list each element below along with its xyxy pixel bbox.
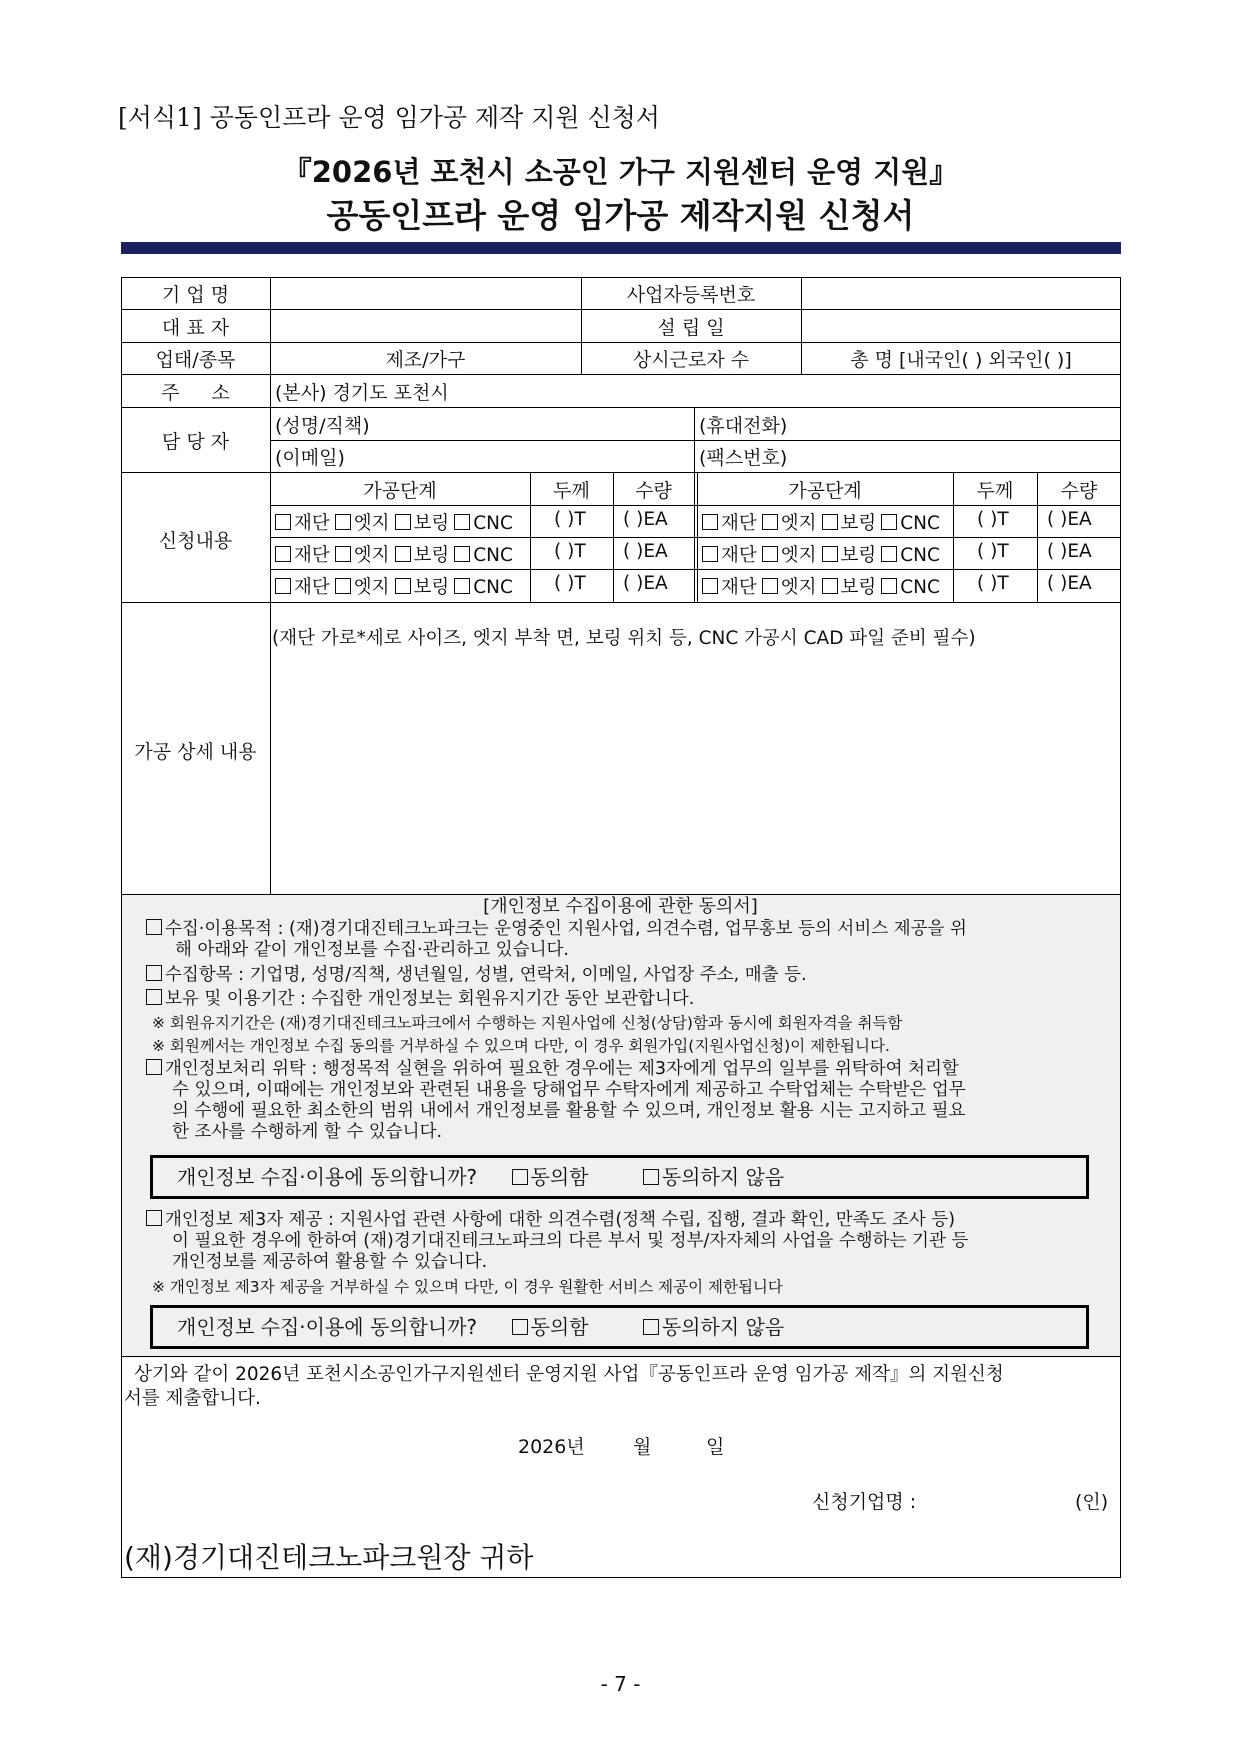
thickness-input-right-row1[interactable]: ( )T [977, 509, 1009, 530]
statement-line-2: 서를 제출합니다. [124, 1388, 261, 1409]
cut-checkbox[interactable] [275, 578, 291, 594]
edge-checkbox[interactable] [762, 514, 778, 530]
quantity-input-left-row1[interactable]: ( )EA [623, 509, 668, 530]
boring-label: 보링 [413, 545, 450, 566]
thickness-input-left-row2[interactable]: ( )T [554, 541, 586, 562]
cut-checkbox[interactable] [702, 578, 718, 594]
entrust-checkbox[interactable] [146, 1059, 162, 1075]
edge-checkbox[interactable] [335, 546, 351, 562]
items-checkbox[interactable] [146, 965, 162, 981]
cnc-label: CNC [900, 545, 940, 566]
consent-entrust-4: 한 조사를 수행하게 할 수 있습니다. [172, 1122, 443, 1142]
boring-label: 보링 [840, 545, 877, 566]
thickness-input-right-row2[interactable]: ( )T [977, 541, 1009, 562]
cut-checkbox[interactable] [702, 514, 718, 530]
founded-date-field[interactable] [803, 312, 1119, 340]
quantity-input-left-row2[interactable]: ( )EA [623, 541, 668, 562]
stage-options-left-row2 [275, 541, 513, 567]
detail-input-area[interactable] [272, 650, 1118, 890]
consent-entrust-3: 의 수행에 필요한 최소한의 범위 내에서 개인정보를 활용할 수 있으며, 개인정보 활용 시는 고지하고 필요 [172, 1101, 966, 1121]
edge-checkbox[interactable] [762, 546, 778, 562]
consent-note-2: ※ 회원께서는 개인정보 수집 동의를 거부하실 수 있으며 다만, 이 경우 회원가입(지원사업신청)이 제한됩니다. [152, 1037, 890, 1055]
stage-options-left-row3 [275, 573, 513, 599]
date-day[interactable]: 일 [706, 1436, 725, 1458]
consent-note-1: ※ 회원유지기간은 (재)경기대진테크노파크에서 수행하는 지원사업에 신청(상담)함과 동시에 회원자격을 취득함 [152, 1014, 903, 1032]
cnc-checkbox[interactable] [881, 578, 897, 594]
detail-label: 가공 상세 내용 [134, 741, 257, 763]
boring-label: 보링 [413, 577, 450, 598]
addressee: (재)경기대진테크노파크원장 귀하 [124, 1541, 534, 1574]
consent-question-1: 개인정보 수집·이용에 동의합니까? [177, 1165, 478, 1189]
cnc-label: CNC [900, 513, 940, 534]
edge-label: 엣지 [353, 577, 390, 598]
ceo-field[interactable] [272, 312, 580, 340]
title-line2: 공동인프라 운영 임가공 제작지원 신청서 [326, 196, 915, 235]
boring-checkbox[interactable] [395, 514, 411, 530]
contact-label: 담 당 자 [161, 431, 230, 453]
boring-checkbox[interactable] [395, 546, 411, 562]
contact-email-field[interactable]: (이메일) [275, 447, 345, 469]
edge-checkbox[interactable] [335, 514, 351, 530]
industry-label: 업태/종목 [155, 349, 236, 371]
cut-checkbox[interactable] [275, 514, 291, 530]
consent-entrust-1: 개인정보처리 위탁 : 행정목적 실현을 위하여 필요한 경우에는 제3자에게 업무의 일부를 위탁하여 처리할 [165, 1059, 959, 1079]
boring-checkbox[interactable] [822, 578, 838, 594]
biz-reg-no-label: 사업자등록번호 [626, 284, 756, 306]
address-value[interactable]: (본사) 경기도 포천시 [275, 382, 449, 404]
boring-checkbox[interactable] [822, 546, 838, 562]
thickness-header-right: 두께 [976, 480, 1014, 502]
edge-label: 엣지 [353, 545, 390, 566]
seal-mark: (인) [1075, 1491, 1109, 1513]
cut-checkbox[interactable] [702, 546, 718, 562]
third-party-checkbox[interactable] [146, 1210, 162, 1226]
disagree-option-2[interactable]: 동의하지 않음 [643, 1315, 784, 1339]
boring-label: 보링 [413, 513, 450, 534]
retention-checkbox[interactable] [146, 989, 162, 1005]
edge-label: 엣지 [780, 545, 817, 566]
agree-checkbox-1[interactable] [512, 1169, 528, 1185]
detail-hint: (재단 가로*세로 사이즈, 엣지 부착 면, 보링 위치 등, CNC 가공시 CAD 파일 준비 필수) [272, 628, 976, 649]
stage-options-right-row1 [702, 509, 940, 535]
cnc-checkbox[interactable] [881, 546, 897, 562]
edge-checkbox[interactable] [762, 578, 778, 594]
agree-option-1[interactable]: 동의함 [512, 1165, 589, 1189]
boring-label: 보링 [840, 577, 877, 598]
apply-content-label: 신청내용 [158, 530, 233, 552]
title-line1: 『2026년 포천시 소공인 가구 지원센터 운영 지원』 [282, 155, 959, 189]
consent-third-3: 개인정보를 제공하여 활용할 수 있습니다. [172, 1252, 488, 1272]
cut-label: 재단 [294, 513, 330, 534]
address-label: 주 소 [161, 382, 230, 404]
disagree-checkbox-2[interactable] [643, 1319, 659, 1335]
quantity-input-right-row3[interactable]: ( )EA [1047, 573, 1092, 594]
consent-purpose-2: 해 아래와 같이 개인정보를 수집·관리하고 있습니다. [175, 940, 569, 960]
cnc-label: CNC [473, 545, 513, 566]
contact-name-field[interactable]: (성명/직책) [275, 415, 370, 437]
consent-entrust-2: 수 있으며, 이때에는 개인정보와 관련된 내용을 당해업무 수탁자에게 제공하고 수탁업체는 수탁받은 업무 [172, 1080, 966, 1100]
applicant-company-label: 신청기업명 : [812, 1491, 917, 1513]
cnc-checkbox[interactable] [881, 514, 897, 530]
quantity-input-right-row1[interactable]: ( )EA [1047, 509, 1092, 530]
cut-label: 재단 [721, 545, 757, 566]
stage-options-left-row1 [275, 509, 513, 535]
boring-label: 보링 [840, 513, 877, 534]
quantity-header-left: 수량 [635, 480, 672, 502]
company-name-label: 기 업 명 [161, 284, 230, 306]
edge-label: 엣지 [353, 513, 390, 534]
quantity-input-right-row2[interactable]: ( )EA [1047, 541, 1092, 562]
company-name-field[interactable] [272, 280, 580, 308]
cut-label: 재단 [721, 513, 757, 534]
biz-reg-no-field[interactable] [803, 280, 1119, 308]
consent-items: 수집항목 : 기업명, 성명/직책, 생년월일, 성별, 연락처, 이메일, 사업장 주소, 매출 등. [165, 965, 807, 985]
boring-checkbox[interactable] [395, 578, 411, 594]
edge-label: 엣지 [780, 513, 817, 534]
ceo-label: 대 표 자 [161, 317, 230, 339]
cnc-label: CNC [900, 577, 940, 598]
consent-note-3: ※ 개인정보 제3자 제공을 거부하실 수 있으며 다만, 이 경우 원활한 서비스 제공이 제한됩니다 [152, 1278, 783, 1296]
stage-options-right-row2 [702, 541, 940, 567]
thickness-header-left: 두께 [553, 480, 590, 502]
cnc-checkbox[interactable] [454, 546, 470, 562]
cut-label: 재단 [294, 545, 330, 566]
stage-header-left: 가공단계 [363, 480, 437, 502]
quantity-header-right: 수량 [1060, 480, 1098, 502]
edge-checkbox[interactable] [335, 578, 351, 594]
cut-checkbox[interactable] [275, 546, 291, 562]
disagree-option-1[interactable]: 동의하지 않음 [643, 1165, 784, 1189]
consent-purpose-1: 수집·이용목적 : (재)경기대진테크노파크는 운영중인 지원사업, 의견수렴, 업무홍보 등의 서비스 제공을 위 [165, 919, 967, 939]
cnc-label: CNC [473, 577, 513, 598]
disagree-checkbox-1[interactable] [643, 1169, 659, 1185]
cnc-checkbox[interactable] [454, 578, 470, 594]
thickness-input-right-row3[interactable]: ( )T [977, 573, 1009, 594]
consent-third-2: 이 필요한 경우에 한하여 (재)경기대진테크노파크의 다른 부서 및 정부/자자체의 사업을 수행하는 기관 등 [172, 1231, 969, 1251]
title-rule [121, 242, 1121, 254]
cnc-checkbox[interactable] [454, 514, 470, 530]
statement-line-1: 상기와 같이 2026년 포천시소공인가구지원센터 운영지원 사업『공동인프라 운영 임가공 제작』의 지원신청 [134, 1364, 1004, 1385]
cut-label: 재단 [294, 577, 330, 598]
date-year[interactable]: 2026년 [518, 1436, 585, 1458]
consent-title: [개인정보 수집이용에 관한 동의서] [483, 896, 758, 917]
workers-value[interactable]: 총 명 [내국인( ) 외국인( )] [850, 349, 1072, 371]
agree-option-2[interactable]: 동의함 [512, 1315, 589, 1339]
cut-label: 재단 [721, 577, 757, 598]
consent-question-box-1 [150, 1155, 1089, 1199]
date-month[interactable]: 월 [633, 1436, 652, 1458]
page-number: - 7 - [600, 1672, 641, 1696]
thickness-input-left-row3[interactable]: ( )T [554, 573, 586, 594]
consent-retention: 보유 및 이용기간 : 수집한 개인정보는 회원유지기간 동안 보관합니다. [165, 989, 695, 1009]
stage-options-right-row3 [702, 573, 940, 599]
cnc-label: CNC [473, 513, 513, 534]
consent-question-box-2 [150, 1305, 1089, 1349]
boring-checkbox[interactable] [822, 514, 838, 530]
purpose-checkbox[interactable] [146, 919, 162, 935]
consent-question-2: 개인정보 수집·이용에 동의합니까? [177, 1315, 478, 1339]
agree-checkbox-2[interactable] [512, 1319, 528, 1335]
form-label: [서식1] 공동인프라 운영 임가공 제작 지원 신청서 [118, 103, 660, 132]
applicant-company-field[interactable] [930, 1483, 1060, 1511]
thickness-input-left-row1[interactable]: ( )T [554, 509, 586, 530]
edge-label: 엣지 [780, 577, 817, 598]
quantity-input-left-row3[interactable]: ( )EA [623, 573, 668, 594]
stage-header-right: 가공단계 [788, 480, 862, 502]
contact-fax-field[interactable]: (팩스번호) [699, 447, 788, 469]
industry-value[interactable]: 제조/가구 [385, 349, 466, 371]
workers-label: 상시근로자 수 [632, 349, 750, 371]
contact-mobile-field[interactable]: (휴대전화) [699, 415, 788, 437]
founded-date-label: 설 립 일 [657, 317, 725, 339]
consent-third-1: 개인정보 제3자 제공 : 지원사업 관련 사항에 대한 의견수렴(정책 수립, 집행, 결과 확인, 만족도 조사 등) [165, 1210, 956, 1230]
